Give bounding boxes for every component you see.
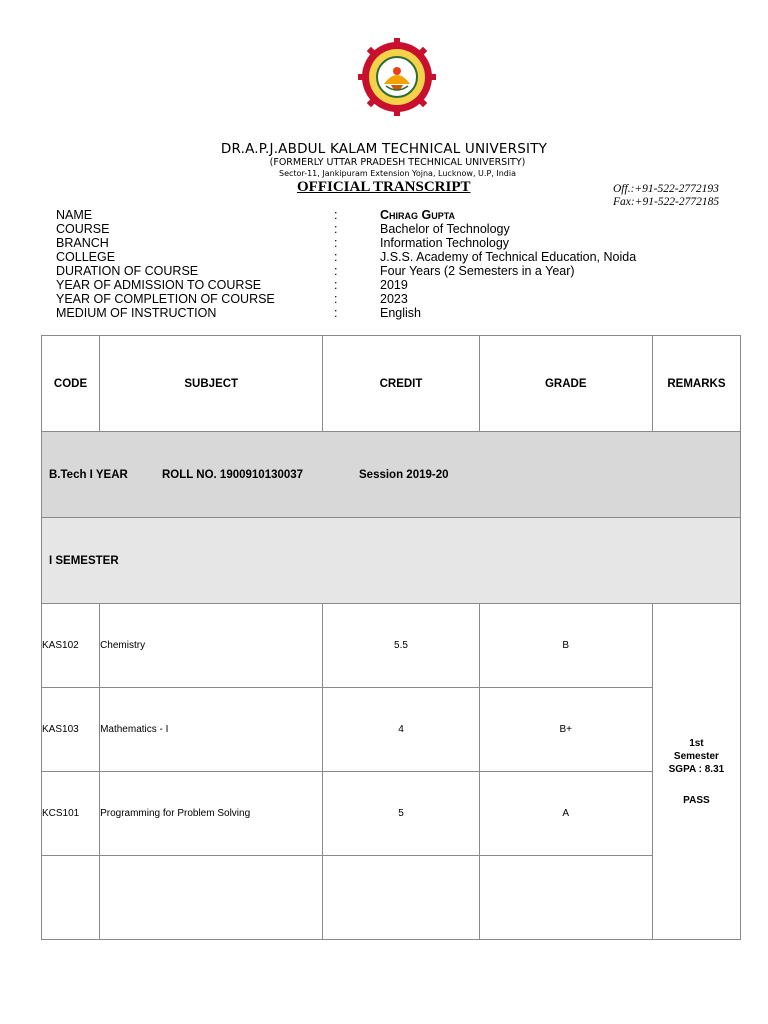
info-row-name [56,208,696,222]
university-address: Sector-11, Jankipuram Extension Yojna, Lucknow, U.P, India [279,169,516,178]
info-label: YEAR OF COMPLETION OF COURSE [56,292,275,306]
info-label: DURATION OF COURSE [56,264,199,278]
university-former-name: (FORMERLY UTTAR PRADESH TECHNICAL UNIVERSITY) [269,157,526,168]
remarks-line-2: Semester [673,750,719,762]
info-colon: : [334,236,338,250]
subject-grade [479,856,652,940]
info-value: J.S.S. Academy of Technical Education, Noida [380,250,637,264]
subject-grade: B [479,604,652,688]
subject-credit [323,856,479,940]
info-label: YEAR OF ADMISSION TO COURSE [56,278,262,292]
semester-label: I SEMESTER [42,518,741,604]
year-label: B.Tech I YEAR [49,468,128,481]
header-remarks: REMARKS [652,336,740,432]
info-row-college [56,250,696,264]
info-label: MEDIUM OF INSTRUCTION [56,306,217,320]
remarks-line-1: 1st [689,737,704,749]
header-credit: CREDIT [323,336,479,432]
table-row [42,772,741,856]
info-label: COLLEGE [56,250,116,264]
result-status: PASS [683,794,710,806]
info-value: Bachelor of Technology [380,222,510,236]
subject-credit: 5 [323,772,479,856]
student-info [56,208,696,320]
info-row-course [56,222,696,236]
semester-band-row [42,518,741,604]
header-code: CODE [42,336,100,432]
semester-remarks [652,604,740,940]
subject-grade: A [479,772,652,856]
table-row [42,604,741,688]
info-label: COURSE [56,222,110,236]
subject-code: KAS102 [42,604,100,688]
info-colon: : [334,306,338,320]
subject-grade: B+ [479,688,652,772]
info-row-duration [56,264,696,278]
info-label: NAME [56,208,93,222]
subject-name: Chemistry [100,604,323,688]
info-colon: : [334,278,338,292]
subject-code: KAS103 [42,688,100,772]
table-row [42,688,741,772]
info-value: Four Years (2 Semesters in a Year) [380,264,575,278]
sgpa-value: SGPA : 8.31 [668,763,725,775]
year-band [42,432,741,518]
header-subject: SUBJECT [100,336,323,432]
document-title: OFFICIAL TRANSCRIPT [297,179,471,195]
table-row [42,856,741,940]
session-label: Session 2019-20 [359,468,449,481]
info-row-completion-year [56,292,696,306]
info-value: Chirag Gupta [380,208,456,222]
subject-credit: 5.5 [323,604,479,688]
subject-credit: 4 [323,688,479,772]
info-value: 2023 [380,292,408,306]
info-row-branch [56,236,696,250]
info-colon: : [334,264,338,278]
info-colon: : [334,208,338,222]
roll-number: ROLL NO. 1900910130037 [162,468,304,481]
header-grade: GRADE [479,336,652,432]
info-value: 2019 [380,278,408,292]
info-row-admission-year [56,278,696,292]
year-band-row [42,432,741,518]
info-colon: : [334,222,338,236]
grades-table [41,335,741,940]
info-label: BRANCH [56,236,109,250]
table-header-row [42,336,741,432]
info-colon: : [334,292,338,306]
subject-code [42,856,100,940]
info-value: English [380,306,421,320]
info-colon: : [334,250,338,264]
info-row-medium [56,306,696,320]
subject-name: Programming for Problem Solving [100,772,323,856]
university-seal-logo [358,38,436,116]
office-phone: Off.:+91-522-2772193 [613,183,719,195]
subject-code: KCS101 [42,772,100,856]
info-value: Information Technology [380,236,510,250]
university-name: DR.A.P.J.ABDUL KALAM TECHNICAL UNIVERSITY [220,141,548,157]
subject-name [100,856,323,940]
fax-number: Fax:+91-522-2772185 [613,196,720,208]
subject-name: Mathematics - I [100,688,323,772]
